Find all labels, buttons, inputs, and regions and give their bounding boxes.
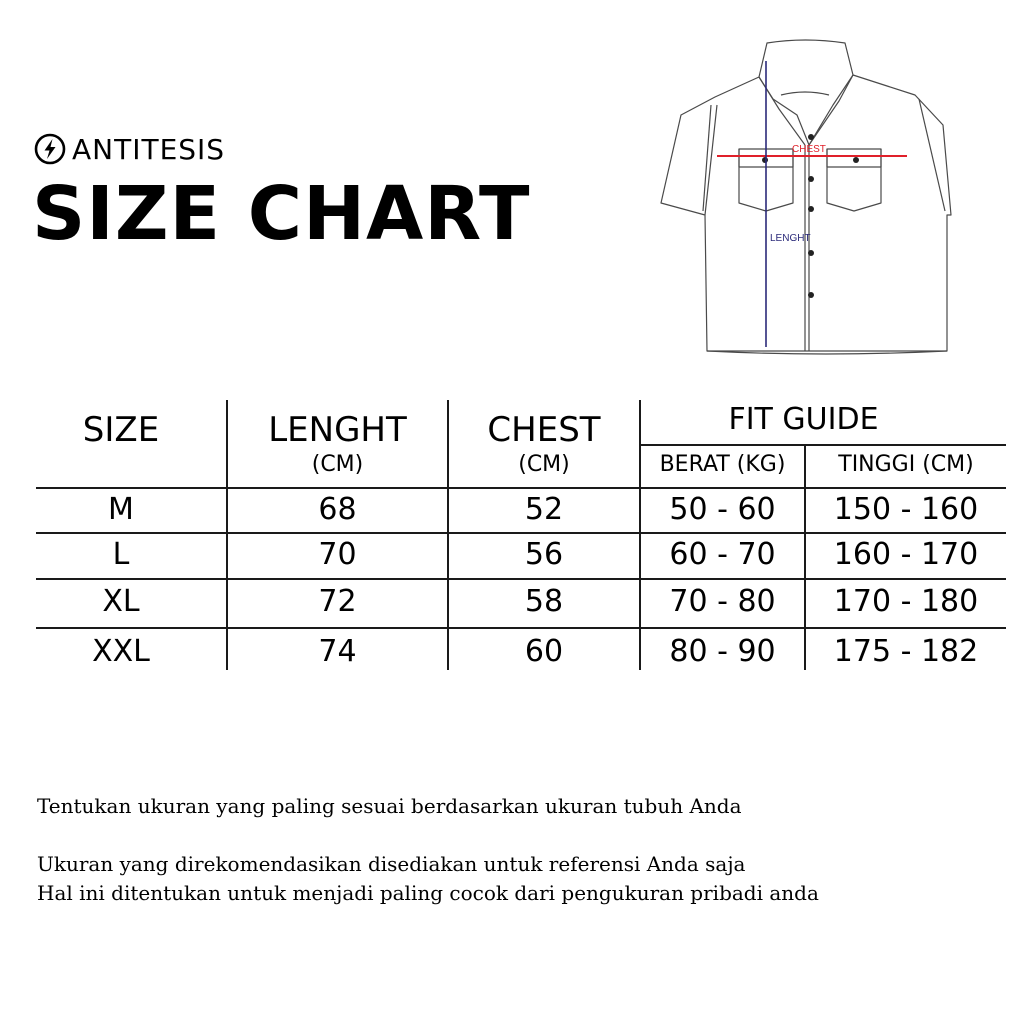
table-line	[640, 444, 1006, 446]
table-cell-tinggi: 170 - 180	[833, 584, 979, 619]
table-cell-lenght: 70	[318, 537, 357, 572]
shirt-diagram	[655, 35, 955, 355]
brand-name: ANTITESIS	[72, 132, 226, 166]
table-cell-berat: 60 - 70	[669, 537, 776, 572]
note-text: Hal ini ditentukan untuk menjadi paling cocok dari pengukuran pribadi anda	[37, 881, 819, 905]
note-spacer	[37, 821, 977, 850]
table-cell-tinggi: 160 - 170	[833, 537, 979, 572]
header-lenght-unit: (CM)	[311, 452, 364, 477]
table-line	[36, 578, 1006, 580]
table-cell-size: L	[112, 537, 130, 572]
table-cell-chest: 56	[524, 537, 564, 572]
header-lenght: LENGHT	[268, 410, 407, 450]
table-cell-berat: 70 - 80	[669, 584, 776, 619]
table-cell-tinggi: 175 - 182	[833, 634, 979, 669]
table-cell-chest: 58	[524, 584, 564, 619]
table-cell-size: XXL	[92, 634, 150, 669]
table-cell-chest: 52	[524, 492, 564, 527]
table-line	[36, 532, 1006, 534]
lenght-label: LENGHT	[770, 233, 811, 244]
chest-label: CHEST	[792, 144, 826, 155]
header-size: SIZE	[82, 410, 160, 450]
note-text: Tentukan ukuran yang paling sesuai berdasarkan ukuran tubuh Anda	[37, 794, 742, 818]
header-chest-unit: (CM)	[518, 452, 570, 477]
table-cell-lenght: 72	[318, 584, 357, 619]
table-line	[36, 487, 1006, 489]
table-cell-berat: 50 - 60	[669, 492, 776, 527]
table-cell-lenght: 74	[318, 634, 357, 669]
table-cell-tinggi: 150 - 160	[833, 492, 979, 527]
page-title: SIZE CHART	[32, 171, 531, 257]
notes	[37, 792, 977, 908]
header-berat: BERAT (KG)	[659, 452, 786, 477]
table-cell-lenght: 68	[318, 492, 357, 527]
header-tinggi: TINGGI (CM)	[838, 452, 974, 477]
note-text: Ukuran yang direkomendasikan disediakan untuk referensi Anda saja	[37, 852, 746, 876]
table-cell-size: M	[108, 492, 134, 527]
table-cell-size: XL	[102, 584, 140, 619]
table-line	[36, 627, 1006, 629]
brand-logo	[34, 130, 225, 168]
lightning-bolt-icon	[34, 133, 66, 165]
table-cell-chest: 60	[524, 634, 564, 669]
table-cell-berat: 80 - 90	[669, 634, 776, 669]
header-fit-guide: FIT GUIDE	[728, 402, 879, 437]
header-chest: CHEST	[487, 410, 601, 450]
